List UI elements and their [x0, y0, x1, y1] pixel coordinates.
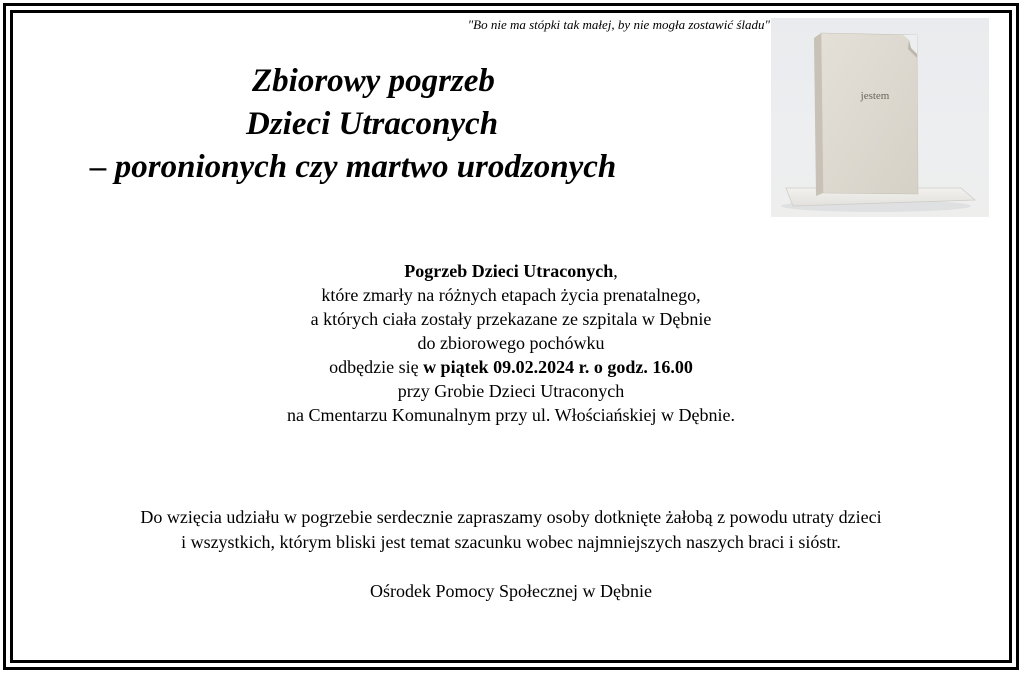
- book-photo: [771, 18, 989, 217]
- announcement-line-7: na Cmentarzu Komunalnym przy ul. Włościańskiej w Dębnie.: [286, 405, 736, 425]
- invitation-line-2: i wszystkich, którym bliski jest temat szacunku wobec najmniejszych naszych braci i sióstr.: [181, 532, 841, 552]
- announcement-line-2: które zmarły na różnych etapach życia prenatalnego,: [321, 285, 701, 305]
- title-line-2: Dzieci Utraconych: [246, 106, 499, 142]
- announcement-line-3: a których ciała zostały przekazane ze szpitala w Dębnie: [310, 309, 712, 329]
- book-cover: [821, 33, 918, 194]
- book-illustration: [771, 18, 989, 217]
- invitation-line-1: Do wzięcia udziału w pogrzebie serdecznie zapraszamy osoby dotknięte żałobą z powodu utraty dzieci: [140, 507, 882, 527]
- organizer-signature: Ośrodek Pomocy Społecznej w Dębnie: [370, 581, 652, 601]
- announcement-line-5: odbędzie się w piątek 09.02.2024 r. o godz. 16.00: [329, 357, 693, 377]
- title-line-1: Zbiorowy pogrzeb: [252, 63, 495, 99]
- title-line-3: – poronionych czy martwo urodzonych: [90, 149, 617, 185]
- page-title: [40, 60, 740, 189]
- announcement: [0, 259, 1022, 427]
- epigraph-quote: "Bo nie ma stópki tak małej, by nie mogła zostawić śladu": [467, 17, 770, 32]
- announcement-line-1: Pogrzeb Dzieci Utraconych,: [404, 261, 618, 281]
- announcement-line-6: przy Grobie Dzieci Utraconych: [397, 381, 625, 401]
- announcement-line-4: do zbiorowego pochówku: [417, 333, 605, 353]
- book-title: jestem: [860, 90, 890, 102]
- invitation: [0, 505, 1022, 555]
